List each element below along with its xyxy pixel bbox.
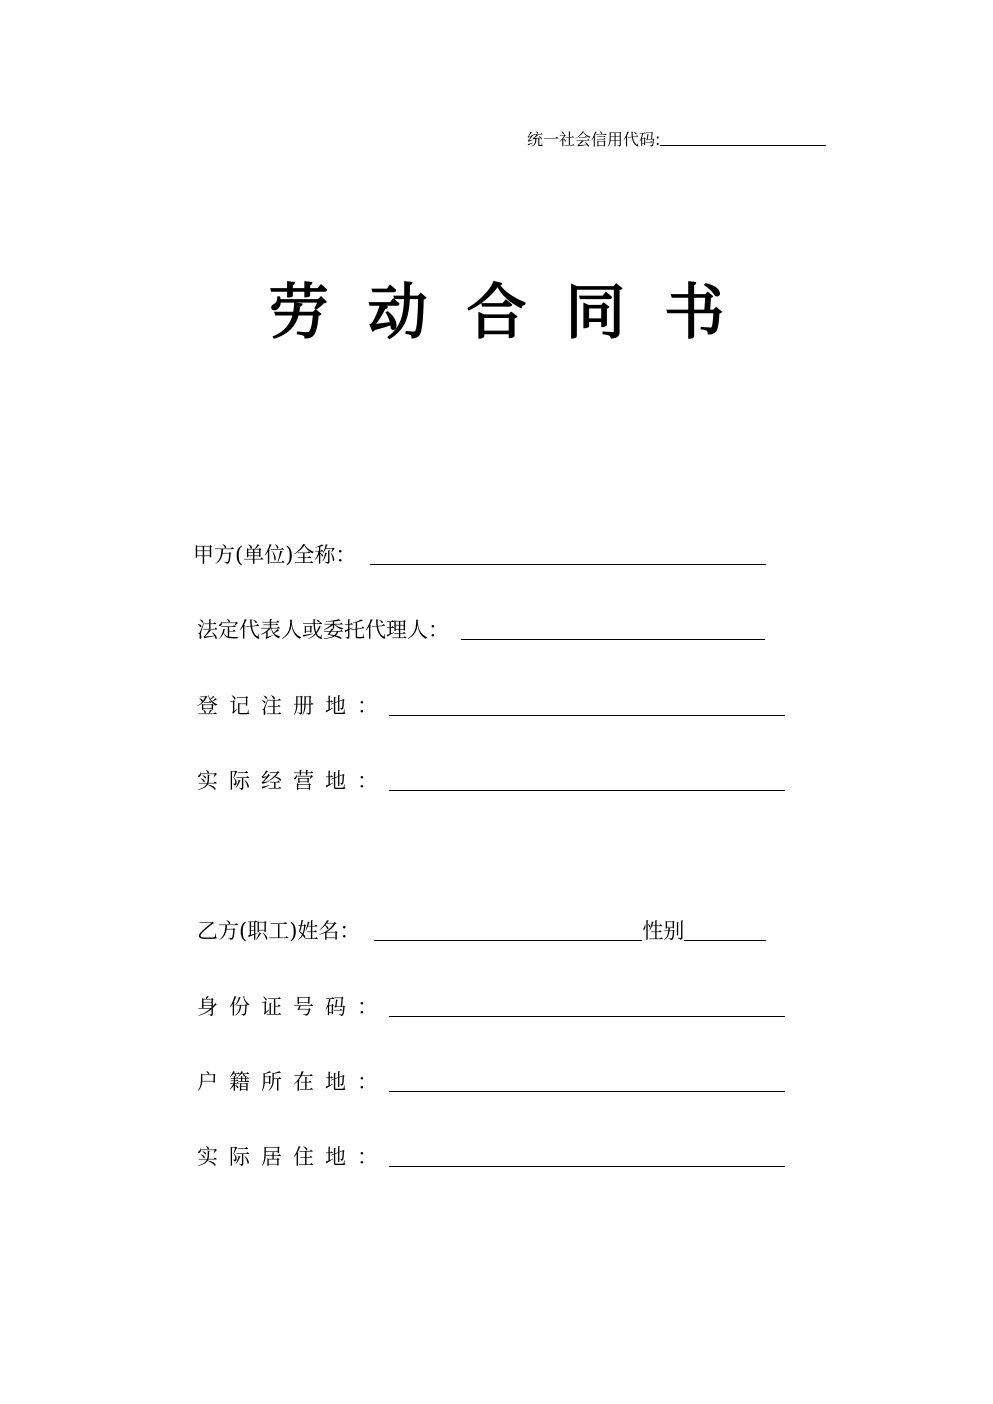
party-a-full-name-label: 甲方(单位)全称： [193,543,357,567]
id-number-blank[interactable] [389,990,785,1017]
id-number-label: 身份证号码： [197,995,389,1019]
residence-label: 实际居住地： [197,1145,389,1169]
party-b-name-label: 乙方(职工)姓名： [197,919,361,943]
household-address-field [197,1062,785,1096]
residence-blank[interactable] [389,1140,785,1167]
legal-rep-blank[interactable] [461,613,765,640]
credit-code-field [527,126,826,150]
title-char: 同 [565,278,626,348]
legal-rep-field [197,610,765,644]
title-char: 合 [466,278,527,348]
gender-blank[interactable] [684,914,766,941]
party-a-full-name-blank[interactable] [370,538,766,565]
title-char: 动 [367,278,428,348]
business-address-blank[interactable] [389,764,785,791]
business-address-field [197,761,785,795]
title-char: 劳 [268,278,329,348]
title-char: 书 [664,278,725,348]
party-a-full-name-field [193,535,766,569]
party-b-name-blank[interactable] [374,914,642,941]
household-address-label: 户籍所在地： [197,1070,389,1094]
party-b-name-field [197,911,766,945]
legal-rep-label: 法定代表人或委托代理人： [197,618,449,642]
registered-address-blank[interactable] [389,689,785,716]
credit-code-label: 统一社会信用代码: [527,130,661,149]
document-title [0,277,993,349]
id-number-field [197,987,785,1021]
household-address-blank[interactable] [389,1065,785,1092]
residence-field [197,1137,785,1171]
registered-address-label: 登记注册地： [197,694,389,718]
credit-code-blank[interactable] [660,127,826,146]
registered-address-field [197,686,785,720]
business-address-label: 实际经营地： [197,769,389,793]
gender-label: 性别 [642,919,685,943]
